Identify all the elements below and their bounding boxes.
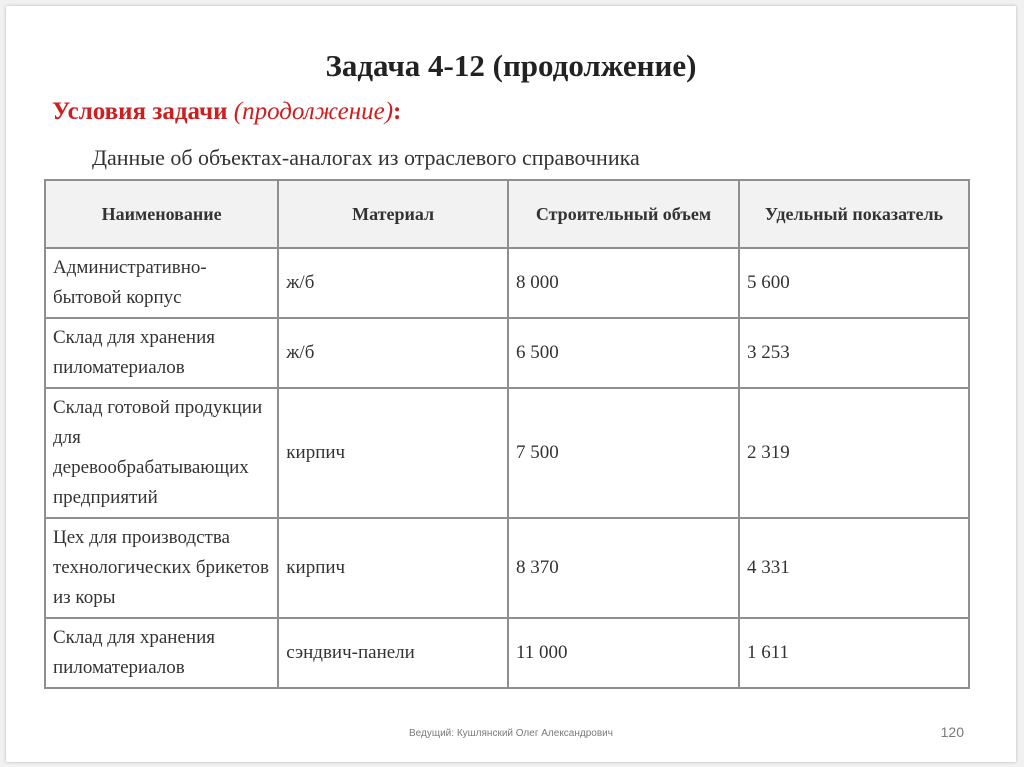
page-number: 120	[940, 724, 964, 740]
header-material: Материал	[278, 180, 508, 248]
cell-volume: 6 500	[508, 318, 739, 388]
cell-indicator: 4 331	[739, 518, 969, 618]
cell-name: Административно-бытовой корпус	[45, 248, 278, 318]
table-header-row	[45, 180, 969, 248]
presenter-footer: Ведущий: Кушлянский Олег Александрович	[409, 728, 613, 739]
table-row	[45, 618, 969, 688]
cell-indicator: 2 319	[739, 388, 969, 518]
cell-indicator: 3 253	[739, 318, 969, 388]
cell-volume: 8 000	[508, 248, 739, 318]
header-indicator: Удельный показатель	[739, 180, 969, 248]
slide-title: Задача 4-12 (продолжение)	[325, 48, 697, 83]
cell-name: Цех для производства технологических брикетов из коры	[45, 518, 278, 618]
slide	[6, 6, 1016, 762]
intro-text: Данные об объектах-аналогах из отраслевого справочника	[92, 145, 640, 170]
cell-volume: 8 370	[508, 518, 739, 618]
subtitle-main: Условия задачи	[52, 98, 234, 125]
cell-volume: 11 000	[508, 618, 739, 688]
table-row	[45, 518, 969, 618]
table-row	[45, 388, 969, 518]
header-volume: Строительный объем	[508, 180, 739, 248]
subtitle-colon: :	[393, 98, 402, 125]
cell-material: кирпич	[278, 518, 508, 618]
table-row	[45, 318, 969, 388]
analog-objects-table	[44, 179, 970, 689]
cell-material: ж/б	[278, 318, 508, 388]
cell-material: сэндвич-панели	[278, 618, 508, 688]
cell-indicator: 1 611	[739, 618, 969, 688]
table-row	[45, 248, 969, 318]
cell-name: Склад для хранения пиломатериалов	[45, 318, 278, 388]
cell-material: ж/б	[278, 248, 508, 318]
conditions-subtitle	[52, 98, 401, 126]
cell-volume: 7 500	[508, 388, 739, 518]
cell-name: Склад готовой продукции для деревообрабатывающих предприятий	[45, 388, 278, 518]
subtitle-italic: (продолжение)	[233, 98, 394, 125]
cell-name: Склад для хранения пиломатериалов	[45, 618, 278, 688]
cell-indicator: 5 600	[739, 248, 969, 318]
header-name: Наименование	[45, 180, 278, 248]
cell-material: кирпич	[278, 388, 508, 518]
